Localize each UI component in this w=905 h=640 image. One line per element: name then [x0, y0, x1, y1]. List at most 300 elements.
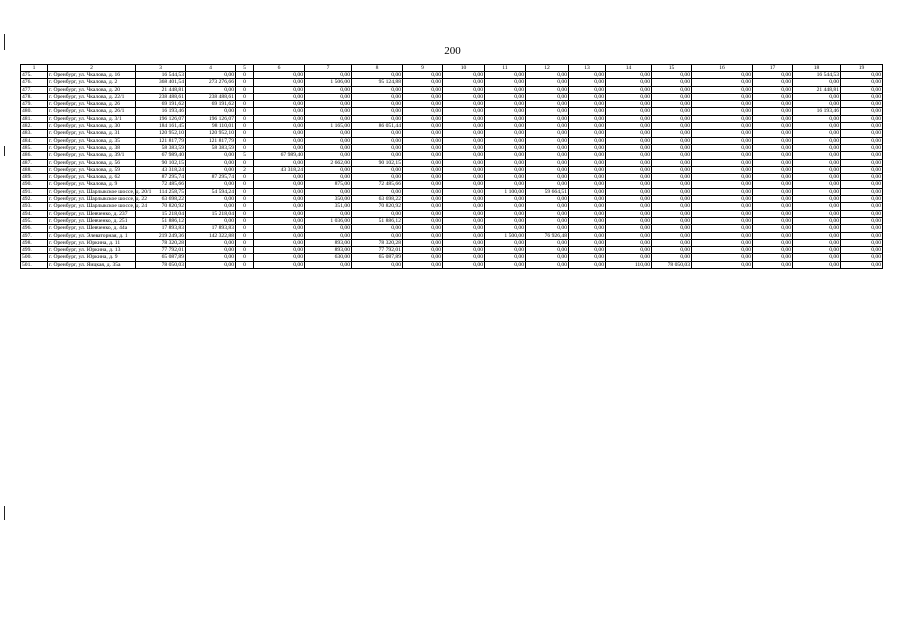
value-cell-col-13: 0,00 — [569, 181, 606, 188]
value-cell-col-6: 0,00 — [254, 123, 305, 130]
value-cell-col-5: 0 — [236, 210, 254, 217]
value-cell-col-3: 58 383,59 — [136, 144, 186, 151]
table-row — [21, 93, 883, 100]
value-cell-col-16: 0,00 — [692, 225, 753, 232]
value-cell-col-16: 0,00 — [692, 254, 753, 261]
value-cell-col-6: 0,00 — [254, 239, 305, 246]
table-row — [21, 217, 883, 224]
value-cell-col-5: 0 — [236, 144, 254, 151]
value-cell-col-14: 0,00 — [606, 159, 652, 166]
table-row — [21, 108, 883, 115]
value-cell-col-18: 0,00 — [793, 203, 841, 210]
column-header-14: 14 — [606, 65, 652, 72]
column-header-16: 16 — [692, 65, 753, 72]
value-cell-col-4: 0,00 — [186, 217, 236, 224]
value-cell-col-11: 1 500,00 — [485, 232, 526, 239]
column-header-6: 6 — [254, 65, 305, 72]
value-cell-col-14: 0,00 — [606, 93, 652, 100]
value-cell-col-5: 0 — [236, 247, 254, 254]
value-cell-col-10: 0,00 — [443, 232, 485, 239]
row-number: 490. — [21, 181, 48, 188]
value-cell-col-8: 0,00 — [352, 232, 403, 239]
value-cell-col-12: 0,00 — [526, 239, 569, 246]
value-cell-col-9: 0,00 — [403, 254, 443, 261]
value-cell-col-6: 0,00 — [254, 254, 305, 261]
value-cell-col-5: 0 — [236, 72, 254, 79]
address-cell: г. Оренбург, ул. Чкалова, д. 26 — [48, 101, 136, 108]
address-cell: г. Оренбург, ул. Чкалова, д. 26/1 — [48, 108, 136, 115]
value-cell-col-13: 0,00 — [569, 101, 606, 108]
address-cell: г. Оренбург, ул. Чкалова, д. 9 — [48, 181, 136, 188]
value-cell-col-13: 0,00 — [569, 108, 606, 115]
value-cell-col-9: 0,00 — [403, 196, 443, 203]
row-number: 478. — [21, 93, 48, 100]
value-cell-col-14: 110,00 — [606, 261, 652, 268]
value-cell-col-5: 0 — [236, 115, 254, 122]
value-cell-col-10: 0,00 — [443, 86, 485, 93]
value-cell-col-12: 0,00 — [526, 174, 569, 181]
value-cell-col-3: 17 893,83 — [136, 225, 186, 232]
value-cell-col-18: 0,00 — [793, 123, 841, 130]
row-number: 489. — [21, 174, 48, 181]
value-cell-col-13: 0,00 — [569, 79, 606, 86]
address-cell: г. Оренбург, ул. Чкалова, д. 35 — [48, 137, 136, 144]
value-cell-col-18: 0,00 — [793, 188, 841, 195]
value-cell-col-15: 0,00 — [652, 247, 692, 254]
value-cell-col-6: 67 989,40 — [254, 152, 305, 159]
value-cell-col-13: 0,00 — [569, 93, 606, 100]
value-cell-col-8: 77 792,01 — [352, 247, 403, 254]
scan-edge-mark — [4, 146, 5, 156]
value-cell-col-18: 0,00 — [793, 247, 841, 254]
value-cell-col-10: 0,00 — [443, 203, 485, 210]
row-number: 491. — [21, 188, 48, 195]
table-row — [21, 79, 883, 86]
address-cell: г. Оренбург, ул. Чкалова, д. 31 — [48, 130, 136, 137]
value-cell-col-6: 0,00 — [254, 261, 305, 268]
value-cell-col-7: 2 662,00 — [305, 159, 352, 166]
value-cell-col-14: 0,00 — [606, 79, 652, 86]
value-cell-col-8: 63 698,22 — [352, 196, 403, 203]
value-cell-col-14: 0,00 — [606, 232, 652, 239]
row-number: 483. — [21, 130, 48, 137]
value-cell-col-5: 0 — [236, 101, 254, 108]
value-cell-col-19: 0,00 — [841, 188, 883, 195]
value-cell-col-14: 0,00 — [606, 174, 652, 181]
value-cell-col-10: 0,00 — [443, 188, 485, 195]
table-row — [21, 196, 883, 203]
value-cell-col-6: 0,00 — [254, 108, 305, 115]
value-cell-col-18: 0,00 — [793, 225, 841, 232]
table-row — [21, 86, 883, 93]
value-cell-col-14: 0,00 — [606, 210, 652, 217]
value-cell-col-11: 0,00 — [485, 72, 526, 79]
row-number: 488. — [21, 166, 48, 173]
value-cell-col-17: 0,00 — [753, 137, 793, 144]
value-cell-col-19: 0,00 — [841, 108, 883, 115]
address-cell: г. Оренбург, ул. Шарлыкское шоссе, д. 24 — [49, 203, 148, 210]
value-cell-col-10: 0,00 — [443, 123, 485, 130]
value-cell-col-10: 0,00 — [443, 115, 485, 122]
value-cell-col-19: 0,00 — [841, 210, 883, 217]
value-cell-col-17: 0,00 — [753, 108, 793, 115]
value-cell-col-12: 0,00 — [526, 79, 569, 86]
value-cell-col-9: 0,00 — [403, 108, 443, 115]
value-cell-col-17: 0,00 — [753, 86, 793, 93]
value-cell-col-3: 72 485,66 — [136, 181, 186, 188]
value-cell-col-10: 0,00 — [443, 174, 485, 181]
value-cell-col-9: 0,00 — [403, 203, 443, 210]
value-cell-col-18: 0,00 — [793, 93, 841, 100]
value-cell-col-9: 0,00 — [403, 188, 443, 195]
value-cell-col-11: 0,00 — [485, 123, 526, 130]
row-number: 501. — [21, 261, 48, 268]
value-cell-col-14: 0,00 — [606, 188, 652, 195]
value-cell-col-15: 0,00 — [652, 101, 692, 108]
column-header-17: 17 — [753, 65, 793, 72]
value-cell-col-10: 0,00 — [443, 72, 485, 79]
value-cell-col-17: 0,00 — [753, 93, 793, 100]
value-cell-col-10: 0,00 — [443, 144, 485, 151]
value-cell-col-18: 0,00 — [793, 217, 841, 224]
value-cell-col-6: 0,00 — [254, 144, 305, 151]
value-cell-col-6: 0,00 — [254, 210, 305, 217]
value-cell-col-4: 0,00 — [186, 196, 236, 203]
value-cell-col-12: 0,00 — [526, 196, 569, 203]
value-cell-col-14: 0,00 — [606, 217, 652, 224]
value-cell-col-16: 0,00 — [692, 101, 753, 108]
value-cell-col-11: 0,00 — [485, 247, 526, 254]
value-cell-col-4: 120 952,10 — [186, 130, 236, 137]
value-cell-col-19: 0,00 — [841, 137, 883, 144]
value-cell-col-17: 0,00 — [753, 144, 793, 151]
value-cell-col-9: 0,00 — [403, 115, 443, 122]
row-number: 486. — [21, 152, 48, 159]
value-cell-col-7: 0,00 — [305, 72, 352, 79]
value-cell-col-13: 0,00 — [569, 210, 606, 217]
value-cell-col-5: 0 — [236, 225, 254, 232]
value-cell-col-6: 0,00 — [254, 115, 305, 122]
row-number: 494. — [21, 210, 48, 217]
table-row — [21, 247, 883, 254]
value-cell-col-9: 0,00 — [403, 79, 443, 86]
value-cell-col-11: 0,00 — [485, 130, 526, 137]
value-cell-col-9: 0,00 — [403, 261, 443, 268]
value-cell-col-18: 0,00 — [793, 181, 841, 188]
value-cell-col-3: 63 698,22 — [136, 196, 186, 203]
value-cell-col-17: 0,00 — [753, 101, 793, 108]
column-header-8: 8 — [352, 65, 403, 72]
value-cell-col-9: 0,00 — [403, 225, 443, 232]
value-cell-col-13: 0,00 — [569, 72, 606, 79]
value-cell-col-16: 0,00 — [692, 203, 753, 210]
value-cell-col-4: 0,00 — [186, 203, 236, 210]
column-header-19: 19 — [841, 65, 883, 72]
value-cell-col-8: 86 051,44 — [352, 123, 403, 130]
column-header-2: 2 — [48, 65, 136, 72]
scan-edge-mark — [4, 506, 5, 520]
value-cell-col-19: 0,00 — [841, 247, 883, 254]
value-cell-col-18: 0,00 — [793, 196, 841, 203]
value-cell-col-19: 0,00 — [841, 261, 883, 268]
value-cell-col-18: 0,00 — [793, 79, 841, 86]
value-cell-col-15: 0,00 — [652, 79, 692, 86]
value-cell-col-7: 0,00 — [305, 130, 352, 137]
value-cell-col-4: 0,00 — [186, 159, 236, 166]
value-cell-col-15: 0,00 — [652, 123, 692, 130]
value-cell-col-16: 0,00 — [692, 137, 753, 144]
value-cell-col-8: 0,00 — [352, 210, 403, 217]
value-cell-col-10: 0,00 — [443, 79, 485, 86]
value-cell-col-12: 0,00 — [526, 130, 569, 137]
value-cell-col-19: 0,00 — [841, 115, 883, 122]
value-cell-col-15: 0,00 — [652, 130, 692, 137]
row-number: 500. — [21, 254, 48, 261]
value-cell-col-11: 0,00 — [485, 79, 526, 86]
value-cell-col-5: 0 — [236, 239, 254, 246]
value-cell-col-14: 0,00 — [606, 101, 652, 108]
column-header-1: 1 — [21, 65, 48, 72]
value-cell-col-16: 0,00 — [692, 174, 753, 181]
value-cell-col-13: 0,00 — [569, 225, 606, 232]
value-cell-col-8: 0,00 — [352, 115, 403, 122]
row-number: 476. — [21, 79, 48, 86]
value-cell-col-9: 0,00 — [403, 101, 443, 108]
address-cell: г. Оренбург, ул. Чкалова, д. 62 — [48, 174, 136, 181]
value-cell-col-19: 0,00 — [841, 72, 883, 79]
value-cell-col-19: 0,00 — [841, 152, 883, 159]
value-cell-col-11: 0,00 — [485, 196, 526, 203]
value-cell-col-8: 70 820,92 — [352, 203, 403, 210]
value-cell-col-4: 0,00 — [186, 86, 236, 93]
value-cell-col-7: 351,00 — [305, 203, 352, 210]
value-cell-col-18: 0,00 — [793, 254, 841, 261]
value-cell-col-11: 0,00 — [485, 152, 526, 159]
value-cell-col-5: 0 — [236, 254, 254, 261]
value-cell-col-4: 196 126,07 — [186, 115, 236, 122]
value-cell-col-15: 0,00 — [652, 225, 692, 232]
value-cell-col-13: 0,00 — [569, 115, 606, 122]
table-row — [21, 101, 883, 108]
value-cell-col-16: 0,00 — [692, 152, 753, 159]
value-cell-col-5: 0 — [236, 174, 254, 181]
value-cell-col-4: 98 110,01 — [186, 123, 236, 130]
column-header-3: 3 — [136, 65, 186, 72]
value-cell-col-7: 0,00 — [305, 166, 352, 173]
address-cell: г. Оренбург, ул. Чкалова, д. 22/1 — [48, 93, 136, 100]
value-cell-col-3: 51 886,12 — [136, 217, 186, 224]
value-cell-col-14: 0,00 — [606, 254, 652, 261]
value-cell-col-13: 0,00 — [569, 130, 606, 137]
value-cell-col-19: 0,00 — [841, 203, 883, 210]
value-cell-col-5: 0 — [236, 181, 254, 188]
value-cell-col-18: 21 448,81 — [793, 86, 841, 93]
value-cell-col-17: 0,00 — [753, 152, 793, 159]
value-cell-col-10: 0,00 — [443, 130, 485, 137]
value-cell-col-3: 121 817,79 — [136, 137, 186, 144]
value-cell-col-16: 0,00 — [692, 79, 753, 86]
page-number: 200 — [444, 45, 461, 57]
value-cell-col-11: 0,00 — [485, 225, 526, 232]
value-cell-col-4: 0,00 — [186, 152, 236, 159]
value-cell-col-6: 0,00 — [254, 225, 305, 232]
value-cell-col-16: 0,00 — [692, 72, 753, 79]
value-cell-col-17: 0,00 — [753, 196, 793, 203]
value-cell-col-5: 0 — [236, 159, 254, 166]
value-cell-col-13: 0,00 — [569, 217, 606, 224]
row-number: 492. — [21, 196, 48, 203]
value-cell-col-12: 0,00 — [526, 210, 569, 217]
column-header-9: 9 — [403, 65, 443, 72]
value-cell-col-7: 0,00 — [305, 144, 352, 151]
value-cell-col-9: 0,00 — [403, 130, 443, 137]
value-cell-col-9: 0,00 — [403, 152, 443, 159]
register-table — [20, 64, 883, 269]
value-cell-col-9: 0,00 — [403, 239, 443, 246]
value-cell-col-11: 0,00 — [485, 261, 526, 268]
value-cell-col-19: 0,00 — [841, 130, 883, 137]
address-cell: г. Оренбург, ул. Шевченко, д. 237 — [48, 210, 136, 217]
value-cell-col-14: 0,00 — [606, 247, 652, 254]
value-cell-col-17: 0,00 — [753, 210, 793, 217]
value-cell-col-11: 0,00 — [485, 137, 526, 144]
table-row — [21, 261, 883, 268]
value-cell-col-17: 0,00 — [753, 166, 793, 173]
value-cell-col-6: 0,00 — [254, 232, 305, 239]
value-cell-col-11: 0,00 — [485, 166, 526, 173]
address-cell: г. Оренбург, ул. Чкалова, д. 56 — [48, 159, 136, 166]
value-cell-col-7: 0,00 — [305, 174, 352, 181]
table-row — [21, 152, 883, 159]
table-row — [21, 130, 883, 137]
value-cell-col-11: 1 100,00 — [485, 188, 526, 195]
value-cell-col-9: 0,00 — [403, 144, 443, 151]
address-cell: г. Оренбург, ул. Юркина, д. 13 — [48, 247, 136, 254]
value-cell-col-12: 0,00 — [526, 254, 569, 261]
value-cell-col-8: 0,00 — [352, 101, 403, 108]
value-cell-col-19: 0,00 — [841, 166, 883, 173]
value-cell-col-14: 0,00 — [606, 181, 652, 188]
value-cell-col-10: 0,00 — [443, 210, 485, 217]
value-cell-col-11: 0,00 — [485, 239, 526, 246]
value-cell-col-4: 0,00 — [186, 247, 236, 254]
value-cell-col-12: 0,00 — [526, 261, 569, 268]
value-cell-col-3: 16 544,53 — [136, 72, 186, 79]
address-cell: г. Оренбург, ул. Чкалова, д. 59 — [48, 166, 136, 173]
value-cell-col-3: 78 050,03 — [136, 261, 186, 268]
value-cell-col-6: 0,00 — [254, 101, 305, 108]
value-cell-col-12: 0,00 — [526, 72, 569, 79]
table-row — [21, 232, 883, 239]
table-row — [21, 166, 883, 173]
value-cell-col-18: 16 544,53 — [793, 72, 841, 79]
value-cell-col-12: 0,00 — [526, 144, 569, 151]
value-cell-col-3: 15 218,04 — [136, 210, 186, 217]
value-cell-col-7: 0,00 — [305, 210, 352, 217]
value-cell-col-18: 0,00 — [793, 130, 841, 137]
row-number: 485. — [21, 144, 48, 151]
value-cell-col-16: 0,00 — [692, 86, 753, 93]
value-cell-col-6: 0,00 — [254, 247, 305, 254]
value-cell-col-15: 0,00 — [652, 174, 692, 181]
table-row — [21, 210, 883, 217]
value-cell-col-9: 0,00 — [403, 123, 443, 130]
value-cell-col-14: 0,00 — [606, 144, 652, 151]
value-cell-col-3: 78 320,28 — [136, 239, 186, 246]
value-cell-col-15: 0,00 — [652, 254, 692, 261]
value-cell-col-4: 0,00 — [186, 239, 236, 246]
value-cell-col-17: 0,00 — [753, 159, 793, 166]
value-cell-col-15: 0,00 — [652, 188, 692, 195]
value-cell-col-16: 0,00 — [692, 108, 753, 115]
value-cell-col-9: 0,00 — [403, 217, 443, 224]
row-number: 479. — [21, 101, 48, 108]
table-row — [21, 181, 883, 188]
column-header-7: 7 — [305, 65, 352, 72]
table-row — [21, 225, 883, 232]
column-header-15: 15 — [652, 65, 692, 72]
value-cell-col-3: 69 191,62 — [136, 101, 186, 108]
value-cell-col-8: 51 886,12 — [352, 217, 403, 224]
table-row — [21, 254, 883, 261]
row-number: 498. — [21, 239, 48, 246]
row-number: 497. — [21, 232, 48, 239]
value-cell-col-12: 0,00 — [526, 93, 569, 100]
value-cell-col-13: 0,00 — [569, 254, 606, 261]
row-number: 484. — [21, 137, 48, 144]
value-cell-col-13: 0,00 — [569, 261, 606, 268]
value-cell-col-12: 0,00 — [526, 159, 569, 166]
value-cell-col-9: 0,00 — [403, 72, 443, 79]
value-cell-col-6: 0,00 — [254, 93, 305, 100]
value-cell-col-10: 0,00 — [443, 254, 485, 261]
value-cell-col-6: 0,00 — [254, 79, 305, 86]
value-cell-col-8: 72 485,66 — [352, 181, 403, 188]
value-cell-col-16: 0,00 — [692, 247, 753, 254]
value-cell-col-10: 0,00 — [443, 217, 485, 224]
row-number: 481. — [21, 115, 48, 122]
value-cell-col-11: 0,00 — [485, 101, 526, 108]
column-header-12: 12 — [526, 65, 569, 72]
value-cell-col-3: 21 448,81 — [136, 86, 186, 93]
value-cell-col-18: 0,00 — [793, 174, 841, 181]
value-cell-col-4: 121 817,79 — [186, 137, 236, 144]
value-cell-col-10: 0,00 — [443, 93, 485, 100]
value-cell-col-18: 0,00 — [793, 232, 841, 239]
value-cell-col-11: 0,00 — [485, 254, 526, 261]
value-cell-col-13: 0,00 — [569, 247, 606, 254]
value-cell-col-12: 59 664,51 — [526, 188, 569, 195]
value-cell-col-8: 0,00 — [352, 152, 403, 159]
value-cell-col-13: 0,00 — [569, 152, 606, 159]
value-cell-col-17: 0,00 — [753, 79, 793, 86]
row-number: 487. — [21, 159, 48, 166]
value-cell-col-3: 120 952,10 — [136, 130, 186, 137]
value-cell-col-17: 0,00 — [753, 72, 793, 79]
value-cell-col-17: 0,00 — [753, 217, 793, 224]
value-cell-col-15: 0,00 — [652, 108, 692, 115]
address-cell: г. Оренбург, ул. Шевченко, д. 251 — [48, 217, 136, 224]
value-cell-col-8: 0,00 — [352, 261, 403, 268]
value-cell-col-3: 87 295,74 — [136, 174, 186, 181]
address-cell: г. Оренбург, ул. Чкалова, д. 3/1 — [48, 115, 136, 122]
value-cell-col-12: 0,00 — [526, 101, 569, 108]
row-number: 482. — [21, 123, 48, 130]
value-cell-col-7: 893,00 — [305, 239, 352, 246]
row-number: 493. — [21, 203, 48, 210]
value-cell-col-18: 0,00 — [793, 261, 841, 268]
value-cell-col-8: 78 320,28 — [352, 239, 403, 246]
